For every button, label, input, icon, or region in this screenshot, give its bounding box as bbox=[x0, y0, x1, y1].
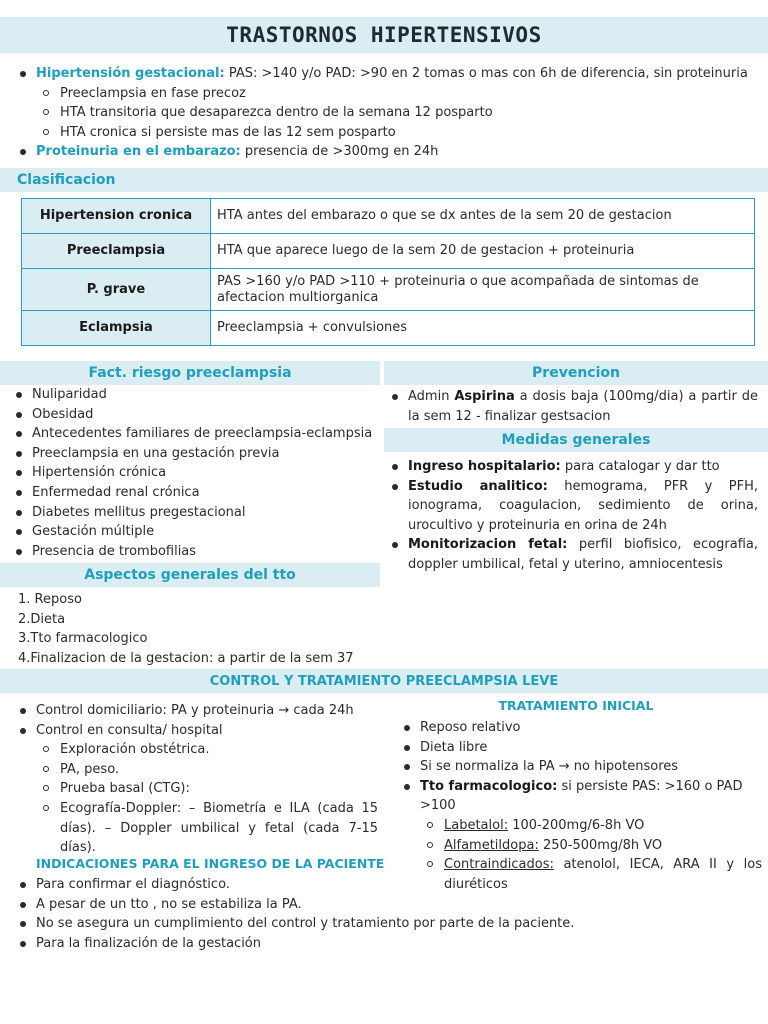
list-item: Exploración obstétrica. bbox=[16, 740, 378, 760]
list-item bbox=[388, 457, 758, 477]
table-definition: HTA antes del embarazo o que se dx antes de la sem 20 de gestacion bbox=[211, 199, 755, 234]
list-item bbox=[388, 535, 758, 574]
clasificacion-table bbox=[21, 198, 755, 346]
table-term: Eclampsia bbox=[22, 311, 211, 346]
list-item: Si se normaliza la PA → no hipotensores bbox=[400, 757, 762, 777]
table-term: Preeclampsia bbox=[22, 234, 211, 269]
tratamiento-inicial-heading: TRATAMIENTO INICIAL bbox=[498, 698, 654, 713]
control-heading: CONTROL Y TRATAMIENTO PREECLAMPSIA LEVE bbox=[0, 669, 768, 693]
list-item: A pesar de un tto , no se estabiliza la PA. bbox=[16, 895, 756, 915]
medida-text: perfil biofisico, ecografia, doppler umbilical, fetal y uterino, amniocentesis bbox=[408, 537, 759, 572]
list-item: HTA transitoria que desaparezca dentro de la semana 12 posparto bbox=[16, 103, 756, 123]
list-item: Diabetes mellitus pregestacional bbox=[12, 503, 377, 523]
list-item: 4.Finalizacion de la gestacion: a partir de la sem 37 bbox=[18, 650, 354, 666]
list-item: Reposo relativo bbox=[400, 718, 762, 738]
page-title: TRASTORNOS HIPERTENSIVOS bbox=[226, 23, 542, 47]
list-item: Prueba basal (CTG): bbox=[16, 779, 378, 799]
list-item bbox=[388, 387, 758, 426]
proteinuria-label: Proteinuria en el embarazo: bbox=[36, 144, 241, 160]
drug-name: Alfametildopa: bbox=[444, 837, 539, 853]
riesgo-list bbox=[12, 385, 377, 561]
gestational-hypertension-label: Hipertensión gestacional: bbox=[36, 66, 225, 81]
list-item: 2.Dieta bbox=[18, 611, 66, 627]
list-item: Para la finalización de la gestación bbox=[16, 934, 756, 954]
medida-label: Estudio analitico: bbox=[408, 478, 548, 494]
drug-text: 250-500mg/8h VO bbox=[538, 837, 663, 853]
control-list bbox=[16, 701, 378, 858]
tto-label: Tto farmacologico: bbox=[420, 778, 558, 794]
list-item: Antecedentes familiares de preeclampsia-eclampsia bbox=[12, 424, 377, 444]
list-item: Control domiciliario: PA y proteinuria → cada 24h bbox=[16, 701, 378, 721]
medida-text: hemograma, PFR y PFH, ionograma, coagulacion, sedimiento de orina, urocultivo y proteinuria en orina de 24h bbox=[408, 478, 758, 533]
list-item: 3.Tto farmacologico bbox=[18, 631, 148, 647]
list-item bbox=[400, 816, 762, 836]
medida-label: Monitorizacion fetal: bbox=[408, 537, 568, 553]
list-item bbox=[16, 142, 756, 162]
medidas-heading: Medidas generales bbox=[384, 428, 768, 452]
table-definition: PAS >160 y/o PAD >110 + proteinuria o que acompañada de sintomas de afectacion multiorganica bbox=[211, 269, 755, 311]
list-item: Enfermedad renal crónica bbox=[12, 483, 377, 503]
drug-name: Labetalol: bbox=[444, 817, 509, 833]
list-item: Hipertensión crónica bbox=[12, 463, 377, 483]
prevencion-post: a dosis baja (100mg/dia) a partir de la sem 12 - finalizar gestsacion bbox=[408, 389, 758, 424]
list-item bbox=[400, 836, 762, 856]
drug-text: 100-200mg/6-8h VO bbox=[508, 817, 645, 833]
list-item: Obesidad bbox=[12, 405, 377, 425]
clasificacion-heading: Clasificacion bbox=[0, 168, 768, 192]
list-item: Ecografía-Doppler: – Biometría e ILA (cada 15 días). – Doppler umbilical y fetal (cada 7-15 días). bbox=[16, 799, 378, 858]
list-item bbox=[388, 477, 758, 536]
table-row bbox=[22, 269, 755, 311]
medida-text: para catalogar y dar tto bbox=[560, 459, 720, 474]
medida-label: Ingreso hospitalario: bbox=[408, 459, 561, 474]
gestational-hypertension-text: PAS: >140 y/o PAD: >90 en 2 tomas o mas con 6h de diferencia, sin proteinuria bbox=[224, 66, 748, 81]
ingreso-heading: INDICACIONES PARA EL INGRESO DE LA PACIENTE bbox=[36, 856, 385, 871]
aspectos-list bbox=[18, 590, 378, 668]
list-item: HTA cronica si persiste mas de las 12 sem posparto bbox=[16, 123, 756, 143]
tto-text: si persiste PAS: >160 o PAD >100 bbox=[420, 778, 743, 814]
table-row bbox=[22, 199, 755, 234]
list-item: Presencia de trombofilias bbox=[12, 542, 377, 562]
list-item: Gestación múltiple bbox=[12, 522, 377, 542]
table-definition: Preeclampsia + convulsiones bbox=[211, 311, 755, 346]
list-item: Preeclampsia en una gestación previa bbox=[12, 444, 377, 464]
prevencion-pre: Admin bbox=[408, 389, 455, 404]
table-definition: HTA que aparece luego de la sem 20 de gestacion + proteinuria bbox=[211, 234, 755, 269]
list-item: Nuliparidad bbox=[12, 385, 377, 405]
ingreso-list bbox=[16, 875, 756, 953]
tratamiento-list bbox=[400, 718, 762, 894]
list-item: No se asegura un cumplimiento del control y tratamiento por parte de la paciente. bbox=[16, 914, 756, 934]
proteinuria-text: presencia de >300mg en 24h bbox=[240, 144, 439, 160]
prevencion-drug: Aspirina bbox=[454, 389, 515, 404]
drug-name: Contraindicados: bbox=[444, 857, 554, 873]
riesgo-heading: Fact. riesgo preeclampsia bbox=[0, 361, 380, 385]
list-item: PA, peso. bbox=[16, 760, 378, 780]
medidas-list bbox=[388, 457, 758, 575]
table-row bbox=[22, 234, 755, 269]
table-row bbox=[22, 311, 755, 346]
prevencion-heading: Prevencion bbox=[384, 361, 768, 385]
drug-text: atenolol, IECA, ARA II y los diuréticos bbox=[444, 857, 762, 892]
list-item bbox=[400, 777, 762, 816]
title-banner bbox=[0, 17, 768, 53]
table-term: P. grave bbox=[22, 269, 211, 311]
aspectos-heading: Aspectos generales del tto bbox=[0, 563, 380, 587]
table-term: Hipertension cronica bbox=[22, 199, 211, 234]
list-item: Dieta libre bbox=[400, 738, 762, 758]
list-item: 1. Reposo bbox=[18, 592, 82, 607]
list-item bbox=[16, 64, 756, 84]
list-item: Control en consulta/ hospital bbox=[16, 721, 378, 741]
list-item: Preeclampsia en fase precoz bbox=[16, 84, 756, 104]
list-item: Para confirmar el diagnóstico. bbox=[16, 875, 756, 895]
prevencion-list bbox=[388, 387, 758, 426]
intro-list bbox=[16, 64, 756, 162]
